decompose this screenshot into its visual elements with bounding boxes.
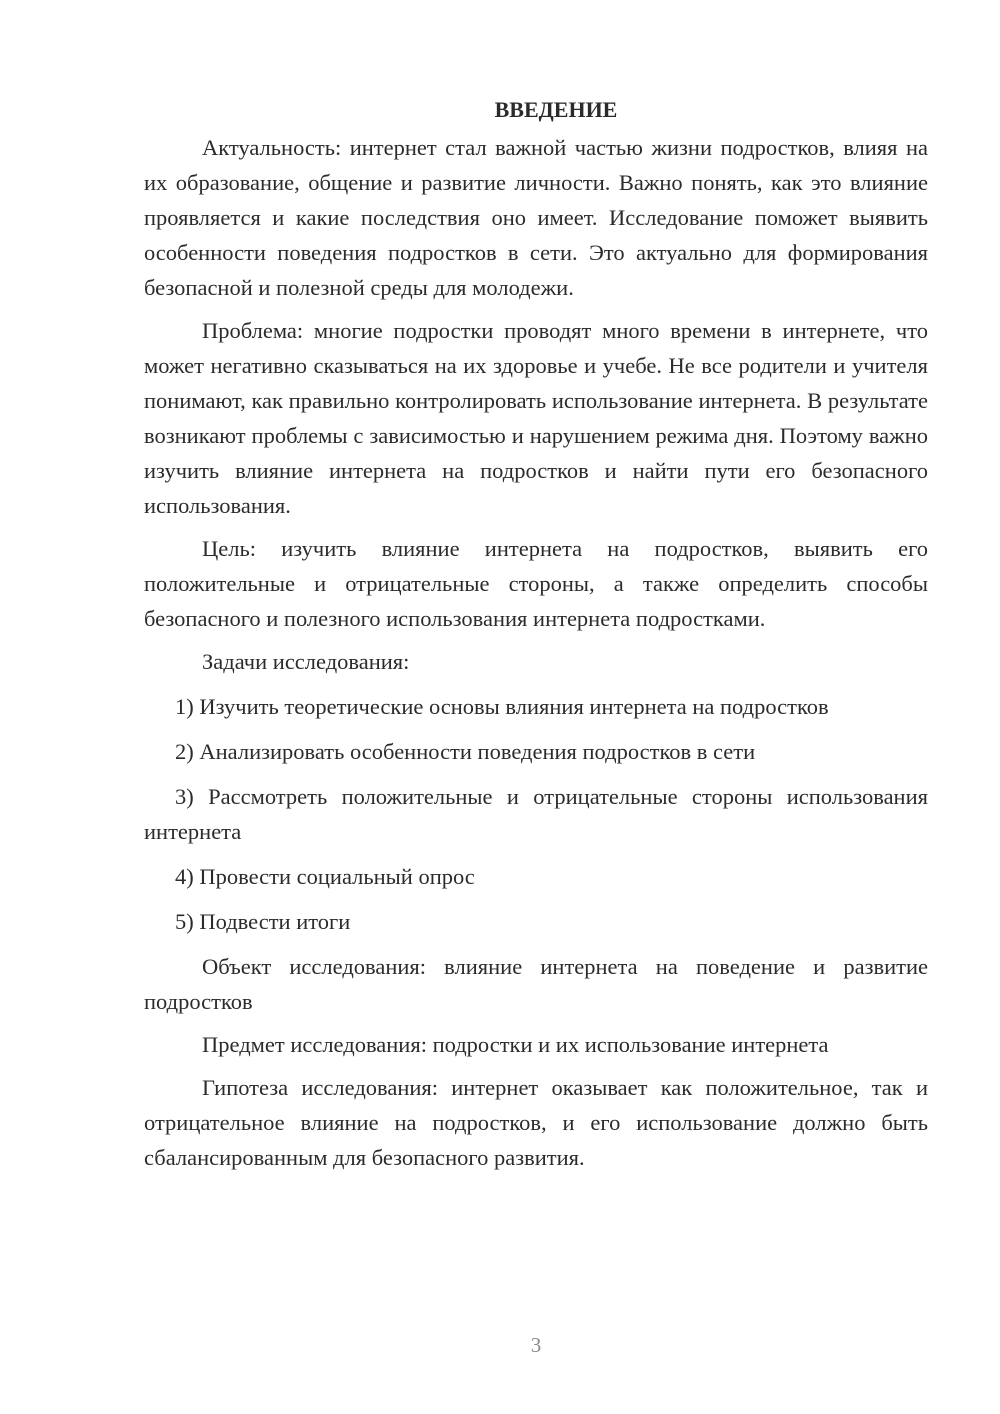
- task-item: 3) Рассмотреть положительные и отрицательные стороны использования интернета: [144, 784, 928, 844]
- relevance-paragraph: Актуальность: интернет стал важной частью жизни подростков, влияя на их образование, общение и развитие личности. Важно понять, как это влияние проявляется и какие последствия оно имеет. Исследование поможет выявить особенности поведения подростков в сети. Это актуально для формирования безопасной и полезной среды для молодежи.: [144, 135, 928, 300]
- task-item: 2) Анализировать особенности поведения подростков в сети: [175, 739, 756, 764]
- tasks-heading: Задачи исследования:: [202, 649, 410, 674]
- subject-paragraph: Предмет исследования: подростки и их использование интернета: [202, 1032, 829, 1057]
- task-item: 1) Изучить теоретические основы влияния интернета на подростков: [175, 694, 829, 719]
- tasks-list: [144, 689, 928, 939]
- page-number: 3: [530, 1333, 542, 1357]
- task-item: 5) Подвести итоги: [175, 909, 351, 934]
- goal-paragraph: Цель: изучить влияние интернета на подростков, выявить его положительные и отрицательные стороны, а также определить способы безопасного и полезного использования интернета подростками.: [144, 536, 928, 631]
- object-paragraph: Объект исследования: влияние интернета на поведение и развитие подростков: [144, 954, 928, 1014]
- task-item: 4) Провести социальный опрос: [175, 864, 475, 889]
- hypothesis-paragraph: Гипотеза исследования: интернет оказывает как положительное, так и отрицательное влияние на подростков, и его использование должно быть сбалансированным для безопасного развития.: [144, 1075, 928, 1170]
- problem-paragraph: Проблема: многие подростки проводят много времени в интернете, что может негативно сказываться на их здоровье и учебе. Не все родители и учителя понимают, как правильно контролировать использование интернета. В результате возникают проблемы с зависимостью и нарушением режима дня. Поэтому важно изучить влияние интернета на подростков и найти пути его безопасного использования.: [144, 318, 928, 518]
- section-title: ВВЕДЕНИЕ: [494, 97, 618, 122]
